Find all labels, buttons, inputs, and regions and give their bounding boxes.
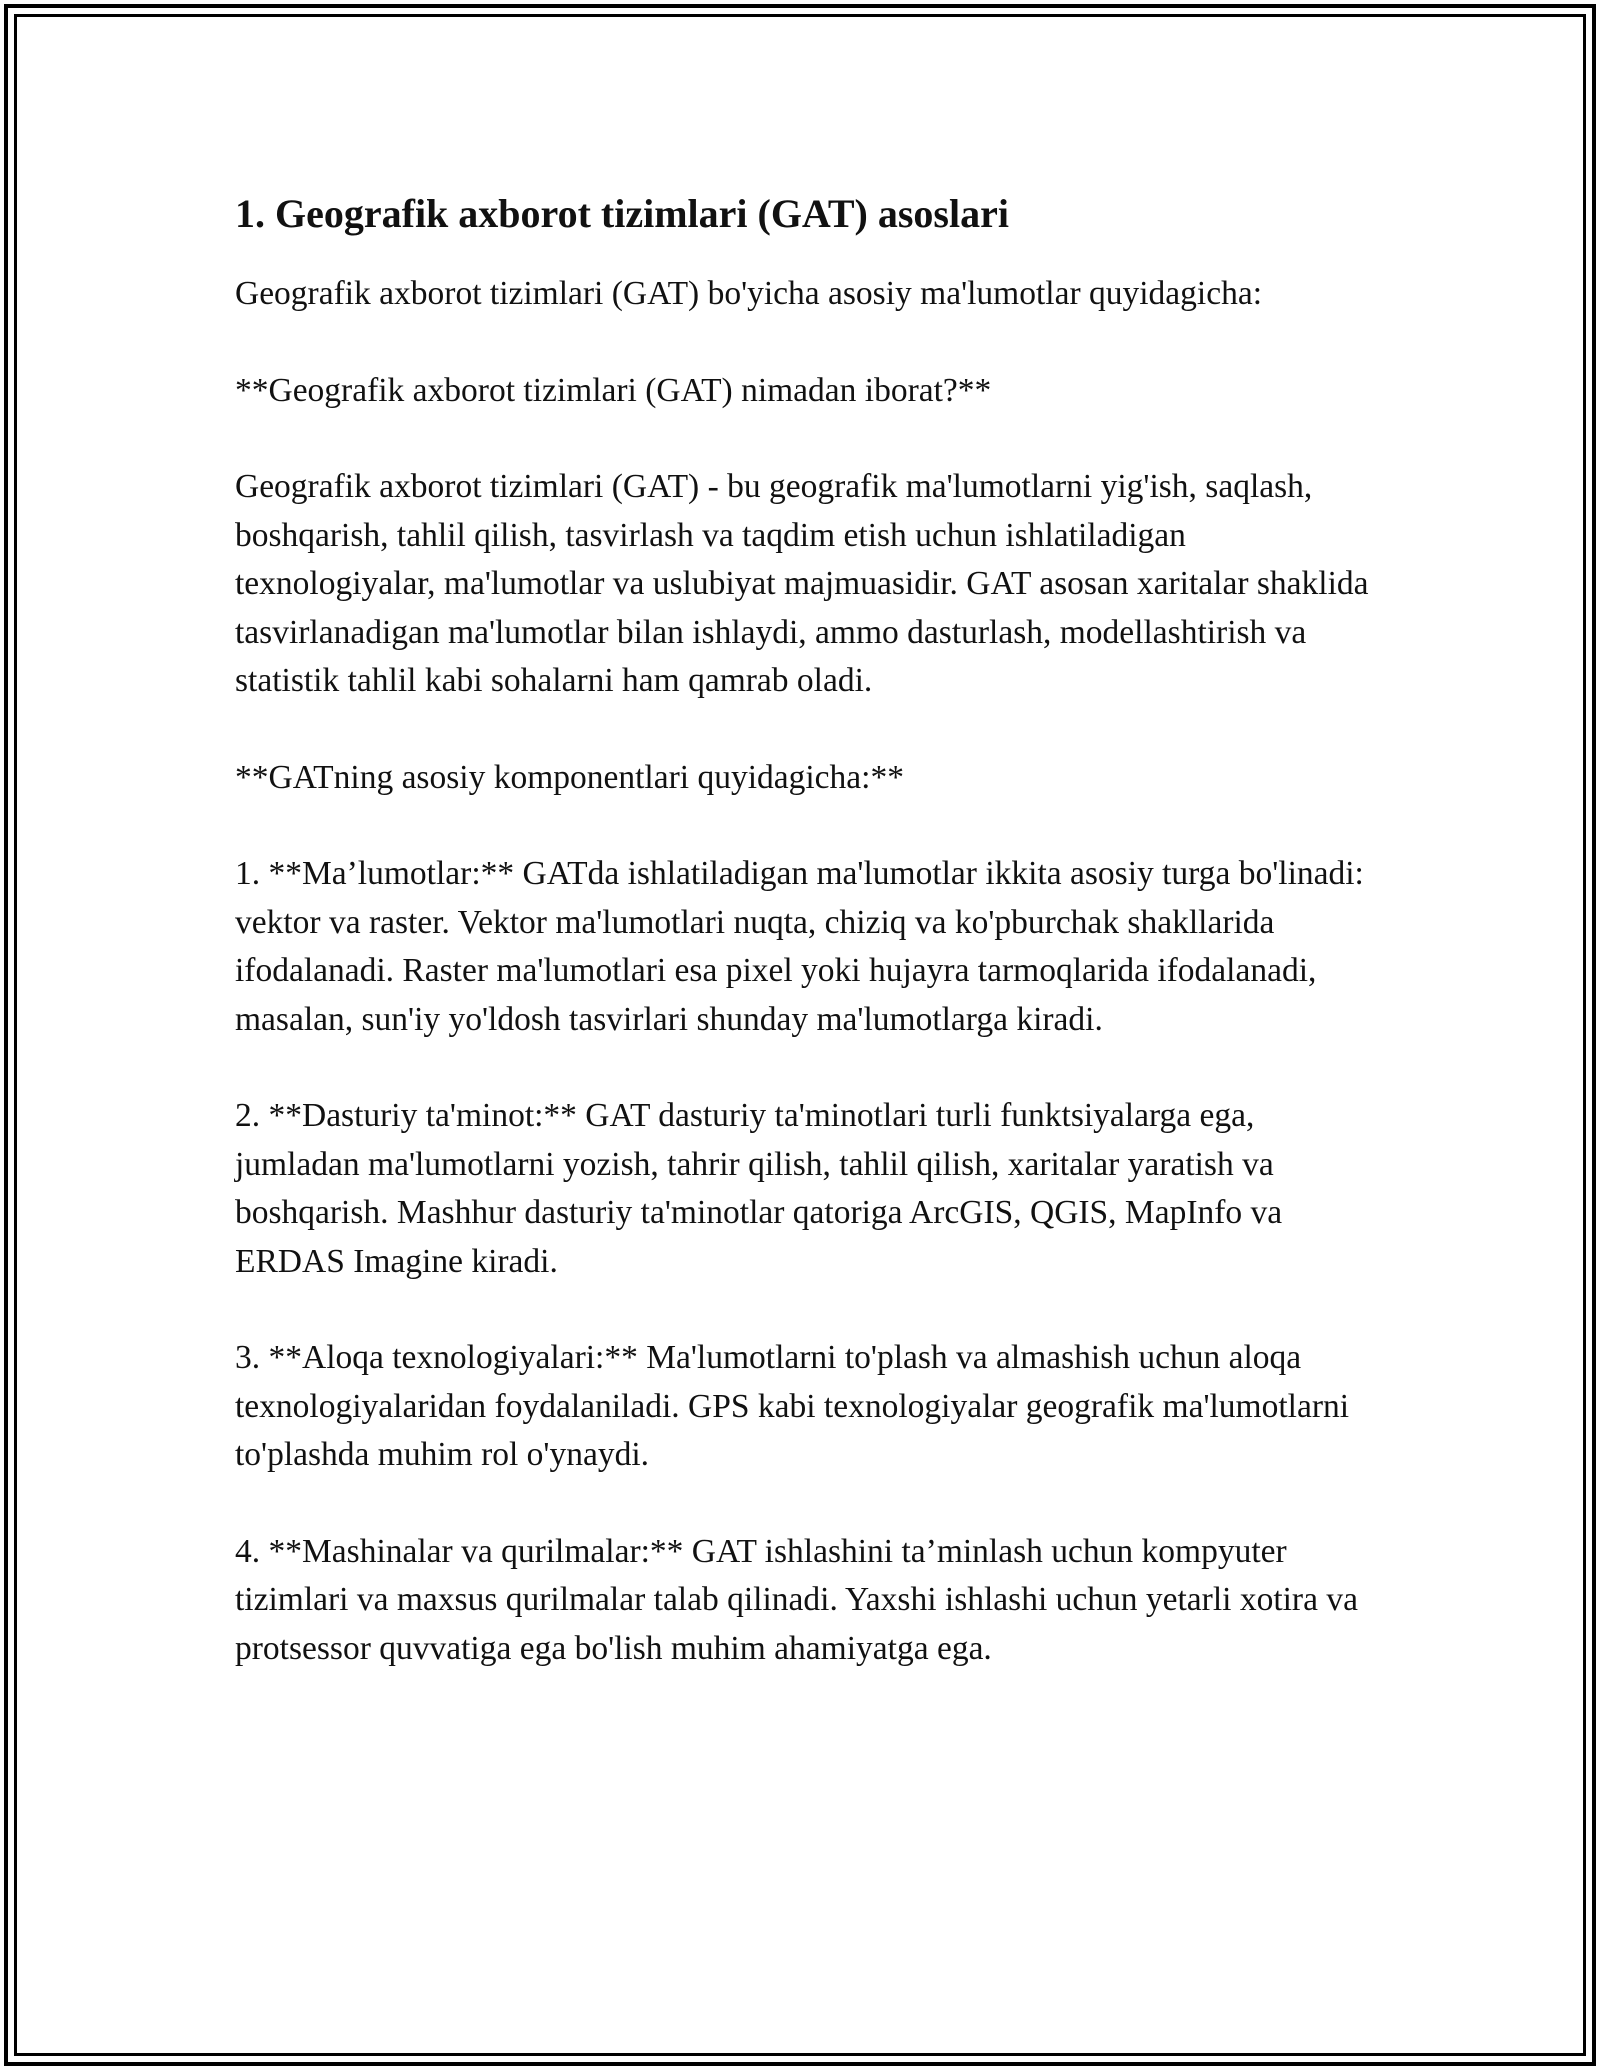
component-item-communication: 3. **Aloqa texnologiyalari:** Ma'lumotlarni to'plash va almashish uchun aloqa texnologiyalaridan foydalaniladi. GPS kabi texnologiyalar geografik ma'lumotlarni to'plashda muhim rol o'ynaydi. bbox=[235, 1339, 1350, 1473]
definition-paragraph: Geografik axborot tizimlari (GAT) - bu geografik ma'lumotlarni yig'ish, saqlash, boshqarish, tahlil qilish, tasvirlash va taqdim etish uchun ishlatiladigan texnologiyalar, ma'lumotlar va uslubiyat majmuasidir. GAT asosan xaritalar shaklida tasvirlanadigan ma'lumotlar bilan ishlaydi, ammo dasturlash, modellashtirish va statistik tahlil kabi sohalarni ham qamrab oladi. bbox=[235, 468, 1369, 699]
question-heading: **Geografik axborot tizimlari (GAT) nimadan iborat?** bbox=[235, 371, 992, 409]
component-item-software: 2. **Dasturiy ta'minot:** GAT dasturiy ta'minotlari turli funktsiyalarga ega, jumladan ma'lumotlarni yozish, tahrir qilish, tahlil qilish, xaritalar yaratish va boshqarish. Mashhur dasturiy ta'minotlar qatoriga ArcGIS, QGIS, MapInfo va ERDAS Imagine kiradi. bbox=[235, 1097, 1283, 1280]
document-title: 1. Geografik axborot tizimlari (GAT) asoslari bbox=[235, 191, 1009, 236]
component-item-data: 1. **Ma’lumotlar:** GATda ishlatiladigan ma'lumotlar ikkita asosiy turga bo'linadi: vektor va raster. Vektor ma'lumotlari nuqta, chiziq va ko'pburchak shakllarida ifodalanadi. Raster ma'lumotlari esa pixel yoki hujayra tarmoqlarida ifodalanadi, masalan, sun'iy yo'ldosh tasvirlari shunday ma'lumotlarga kiradi. bbox=[235, 855, 1364, 1038]
component-item-hardware: 4. **Mashinalar va qurilmalar:** GAT ishlashini ta’minlash uchun kompyuter tizimlari va maxsus qurilmalar talab qilinadi. Yaxshi ishlashi uchun yetarli xotira va protsessor quvvatiga ega bo'lish muhim ahamiyatga ega. bbox=[235, 1532, 1358, 1667]
intro-paragraph: Geografik axborot tizimlari (GAT) bo'yicha asosiy ma'lumotlar quyidagicha: bbox=[235, 275, 1263, 312]
components-heading: **GATning asosiy komponentlari quyidagicha:** bbox=[235, 758, 904, 796]
document-body bbox=[235, 186, 1385, 1721]
